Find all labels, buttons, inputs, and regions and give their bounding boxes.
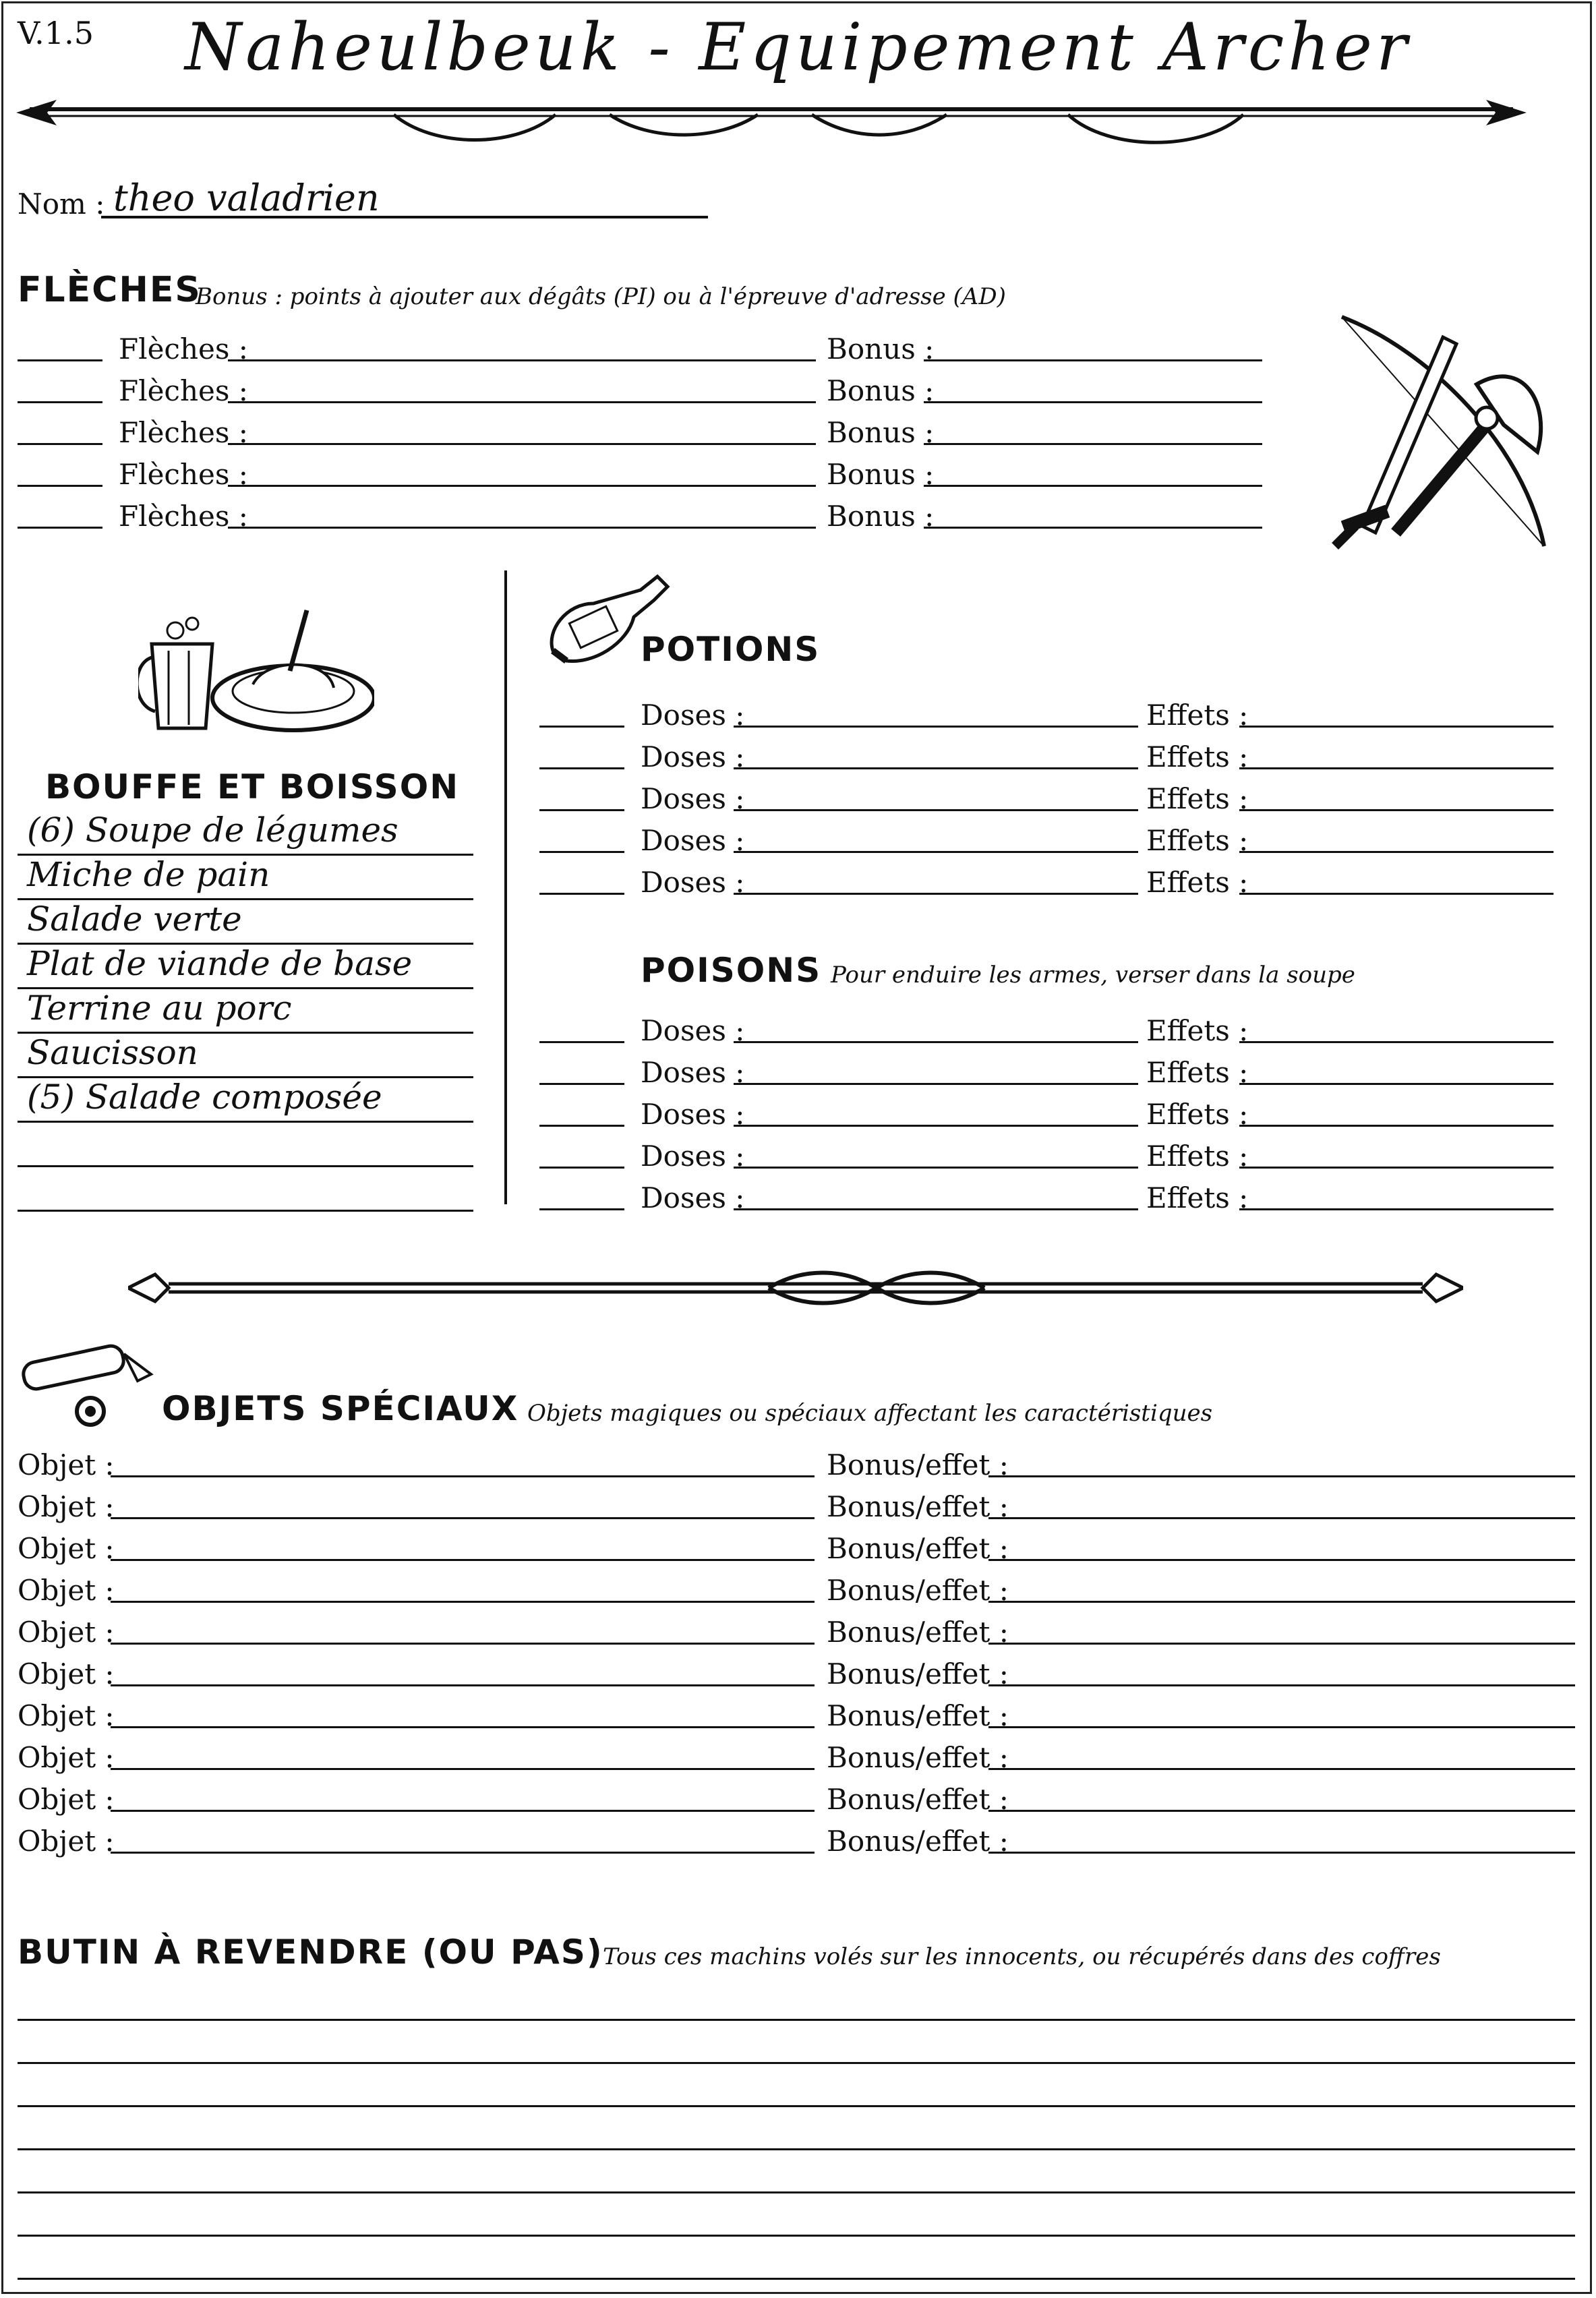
fleches-label: Flèches :: [119, 500, 248, 533]
objet-bonus-label: Bonus/effet :: [827, 1825, 1009, 1858]
food-item[interactable]: (5) Salade composée: [27, 1078, 382, 1117]
potions-doses-line[interactable]: [734, 893, 1138, 895]
potions-effets-label: Effets :: [1146, 699, 1249, 732]
page-title: Naheulbeuk - Equipement Archer: [185, 9, 1411, 85]
objet-label: Objet :: [18, 1783, 115, 1816]
potions-qty-line[interactable]: [539, 809, 624, 811]
fleches-bonus-label: Bonus :: [827, 416, 935, 449]
objet-bonus-line[interactable]: [988, 1726, 1575, 1728]
objet-line[interactable]: [111, 1601, 815, 1603]
objet-label: Objet :: [18, 1825, 115, 1858]
fleches-label: Flèches :: [119, 416, 248, 449]
fleches-bonus-label: Bonus :: [827, 500, 935, 533]
fleches-bonus-line[interactable]: [924, 359, 1262, 361]
butin-line[interactable]: [18, 2148, 1575, 2150]
butin-line[interactable]: [18, 2019, 1575, 2021]
objet-bonus-line[interactable]: [988, 1601, 1575, 1603]
food-line: [18, 1210, 473, 1212]
fleches-name-line[interactable]: [228, 443, 816, 445]
objet-line[interactable]: [111, 1517, 815, 1519]
poisons-doses-label: Doses :: [641, 1014, 745, 1047]
objets-subtitle: Objets magiques ou spéciaux affectant les caractéristiques: [527, 1400, 1213, 1427]
poisons-heading: POISONS: [641, 951, 822, 990]
food-item[interactable]: Saucisson: [27, 1033, 198, 1072]
butin-line[interactable]: [18, 2105, 1575, 2107]
butin-line[interactable]: [18, 2278, 1575, 2280]
potions-doses-line[interactable]: [734, 726, 1138, 728]
poisons-effets-label: Effets :: [1146, 1014, 1249, 1047]
arrow-divider-icon: [16, 88, 1527, 148]
fleches-qty-line[interactable]: [18, 527, 102, 529]
potions-effets-line[interactable]: [1239, 893, 1554, 895]
potions-doses-label: Doses :: [641, 866, 745, 899]
food-item[interactable]: (6) Soupe de légumes: [27, 811, 398, 850]
fleches-bonus-line[interactable]: [924, 443, 1262, 445]
objet-bonus-line[interactable]: [988, 1559, 1575, 1561]
poisons-effets-line[interactable]: [1239, 1208, 1554, 1210]
fleches-bonus-line[interactable]: [924, 527, 1262, 529]
potions-doses-line[interactable]: [734, 851, 1138, 853]
food-icon: [138, 603, 374, 738]
poisons-qty-line[interactable]: [539, 1041, 624, 1043]
objet-line[interactable]: [111, 1684, 815, 1686]
potions-effets-label: Effets :: [1146, 740, 1249, 773]
potions-doses-label: Doses :: [641, 782, 745, 815]
potions-doses-line[interactable]: [734, 809, 1138, 811]
poisons-effets-label: Effets :: [1146, 1098, 1249, 1131]
poisons-effets-line[interactable]: [1239, 1041, 1554, 1043]
objet-bonus-label: Bonus/effet :: [827, 1448, 1009, 1481]
objet-bonus-line[interactable]: [988, 1684, 1575, 1686]
food-item[interactable]: Terrine au porc: [27, 989, 292, 1028]
fleches-bonus-label: Bonus :: [827, 374, 935, 407]
objet-line[interactable]: [111, 1852, 815, 1854]
objets-heading: OBJETS SPÉCIAUX: [162, 1389, 519, 1428]
fleches-label: Flèches :: [119, 332, 248, 365]
fleches-qty-line[interactable]: [18, 485, 102, 487]
objet-label: Objet :: [18, 1490, 115, 1523]
objet-label: Objet :: [18, 1741, 115, 1774]
objet-bonus-label: Bonus/effet :: [827, 1783, 1009, 1816]
poisons-doses-line[interactable]: [734, 1125, 1138, 1127]
poisons-qty-line[interactable]: [539, 1125, 624, 1127]
potions-effets-line[interactable]: [1239, 851, 1554, 853]
objet-line[interactable]: [111, 1810, 815, 1812]
objet-line[interactable]: [111, 1475, 815, 1477]
potions-doses-label: Doses :: [641, 740, 745, 773]
food-line: [18, 1121, 473, 1123]
potions-qty-line[interactable]: [539, 893, 624, 895]
poisons-effets-label: Effets :: [1146, 1056, 1249, 1089]
fleches-bonus-line[interactable]: [924, 401, 1262, 403]
poisons-doses-line[interactable]: [734, 1083, 1138, 1085]
butin-heading: BUTIN À REVENDRE (OU PAS): [18, 1933, 603, 1972]
objet-label: Objet :: [18, 1657, 115, 1690]
butin-subtitle: Tous ces machins volés sur les innocents, ou récupérés dans des coffres: [603, 1943, 1441, 1970]
name-line: [101, 216, 708, 218]
objet-bonus-label: Bonus/effet :: [827, 1741, 1009, 1774]
potions-doses-line[interactable]: [734, 767, 1138, 769]
objet-line[interactable]: [111, 1559, 815, 1561]
poisons-doses-label: Doses :: [641, 1181, 745, 1214]
potions-effets-label: Effets :: [1146, 824, 1249, 857]
fleches-label: Flèches :: [119, 374, 248, 407]
poisons-effets-line[interactable]: [1239, 1167, 1554, 1169]
objet-label: Objet :: [18, 1532, 115, 1565]
objet-line[interactable]: [111, 1643, 815, 1645]
poisons-doses-line[interactable]: [734, 1041, 1138, 1043]
poisons-doses-line[interactable]: [734, 1208, 1138, 1210]
poisons-doses-label: Doses :: [641, 1056, 745, 1089]
objet-bonus-label: Bonus/effet :: [827, 1657, 1009, 1690]
potions-qty-line[interactable]: [539, 767, 624, 769]
butin-line[interactable]: [18, 2191, 1575, 2193]
objet-label: Objet :: [18, 1699, 115, 1732]
potions-effets-line[interactable]: [1239, 809, 1554, 811]
column-divider: [504, 570, 507, 1204]
name-label: Nom :: [18, 187, 105, 220]
fleches-bonus-label: Bonus :: [827, 332, 935, 365]
fleches-bonus-label: Bonus :: [827, 458, 935, 491]
potions-effets-line[interactable]: [1239, 726, 1554, 728]
food-item[interactable]: Salade verte: [27, 900, 242, 939]
potions-effets-line[interactable]: [1239, 767, 1554, 769]
potions-effets-label: Effets :: [1146, 782, 1249, 815]
objet-line[interactable]: [111, 1726, 815, 1728]
poisons-qty-line[interactable]: [539, 1167, 624, 1169]
fleches-label: Flèches :: [119, 458, 248, 491]
objet-label: Objet :: [18, 1574, 115, 1607]
food-item[interactable]: Plat de viande de base: [27, 944, 413, 983]
fleches-bonus-line[interactable]: [924, 485, 1262, 487]
food-line: [18, 1165, 473, 1167]
staff-divider-icon: [128, 1261, 1463, 1315]
fleches-name-line[interactable]: [228, 485, 816, 487]
fleches-name-line[interactable]: [228, 527, 816, 529]
objet-bonus-line[interactable]: [988, 1643, 1575, 1645]
objet-bonus-label: Bonus/effet :: [827, 1532, 1009, 1565]
potions-qty-line[interactable]: [539, 851, 624, 853]
potions-doses-label: Doses :: [641, 699, 745, 732]
name-value[interactable]: theo valadrien: [113, 177, 380, 219]
poisons-effets-line[interactable]: [1239, 1125, 1554, 1127]
objet-label: Objet :: [18, 1616, 115, 1649]
objet-bonus-line[interactable]: [988, 1852, 1575, 1854]
poisons-effets-line[interactable]: [1239, 1083, 1554, 1085]
poisons-doses-label: Doses :: [641, 1140, 745, 1173]
objet-label: Objet :: [18, 1448, 115, 1481]
fleches-name-line[interactable]: [228, 401, 816, 403]
fleches-qty-line[interactable]: [18, 359, 102, 361]
fleches-qty-line[interactable]: [18, 443, 102, 445]
food-item[interactable]: Miche de pain: [27, 855, 270, 894]
poisons-doses-line[interactable]: [734, 1167, 1138, 1169]
fleches-name-line[interactable]: [228, 359, 816, 361]
objet-bonus-label: Bonus/effet :: [827, 1574, 1009, 1607]
poisons-qty-line[interactable]: [539, 1208, 624, 1210]
food-heading: BOUFFE ET BOISSON: [45, 767, 460, 806]
objet-bonus-line[interactable]: [988, 1768, 1575, 1770]
objet-line[interactable]: [111, 1768, 815, 1770]
potions-heading: POTIONS: [641, 630, 821, 669]
objet-bonus-label: Bonus/effet :: [827, 1616, 1009, 1649]
objet-bonus-label: Bonus/effet :: [827, 1490, 1009, 1523]
fleches-subtitle: Bonus : points à ajouter aux dégâts (PI) ou à l'épreuve d'adresse (AD): [196, 283, 1006, 310]
weapons-icon: [1322, 310, 1571, 553]
butin-line[interactable]: [18, 2235, 1575, 2237]
potions-qty-line[interactable]: [539, 726, 624, 728]
scroll-ring-icon: [16, 1334, 158, 1428]
poisons-effets-label: Effets :: [1146, 1181, 1249, 1214]
potions-effets-label: Effets :: [1146, 866, 1249, 899]
butin-line[interactable]: [18, 2062, 1575, 2064]
poisons-subtitle: Pour enduire les armes, verser dans la soupe: [831, 962, 1355, 989]
poisons-doses-label: Doses :: [641, 1098, 745, 1131]
poisons-qty-line[interactable]: [539, 1083, 624, 1085]
objet-bonus-label: Bonus/effet :: [827, 1699, 1009, 1732]
fleches-qty-line[interactable]: [18, 401, 102, 403]
potions-doses-label: Doses :: [641, 824, 745, 857]
objet-bonus-line[interactable]: [988, 1475, 1575, 1477]
objet-bonus-line[interactable]: [988, 1810, 1575, 1812]
poisons-effets-label: Effets :: [1146, 1140, 1249, 1173]
version-label: V.1.5: [18, 15, 94, 51]
objet-bonus-line[interactable]: [988, 1517, 1575, 1519]
fleches-heading: FLÈCHES: [18, 270, 202, 310]
